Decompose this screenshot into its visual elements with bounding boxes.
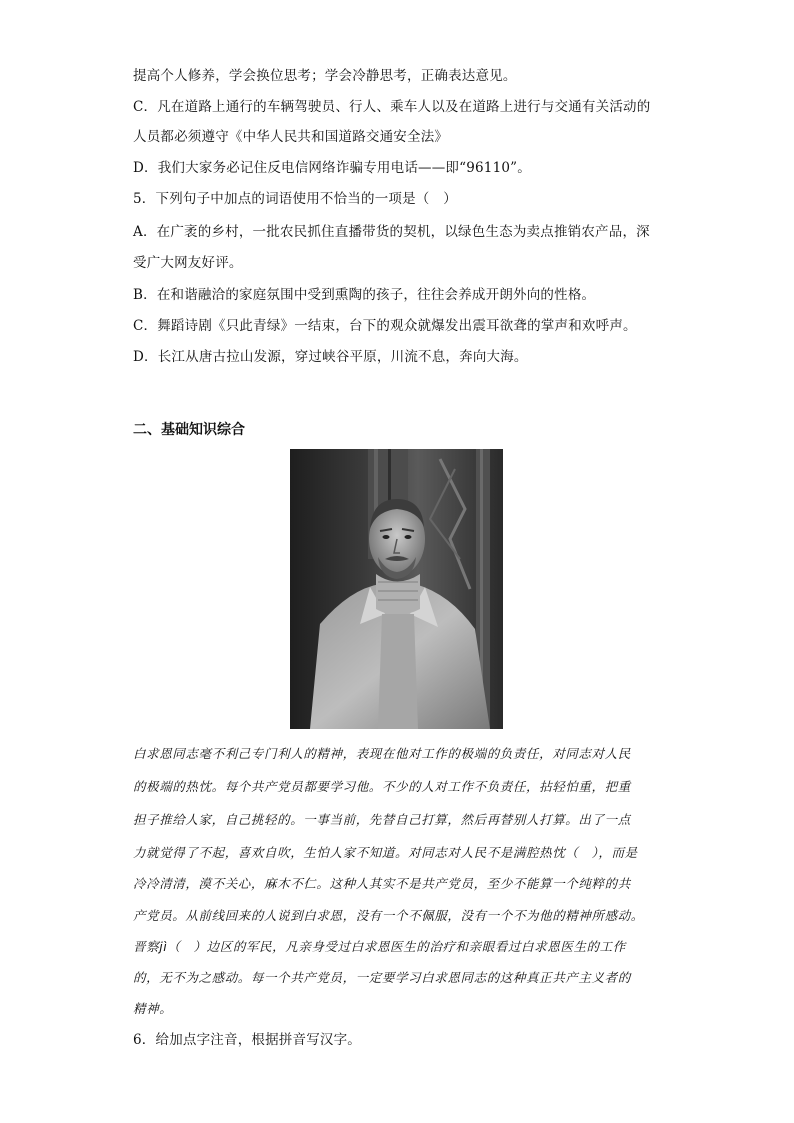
question-5: 5．下列句子中加点的词语使用不恰当的一项是（ ）	[133, 191, 457, 207]
option-a-line-1: A．在广袤的乡村，一批农民抓住直播带货的契机，以绿色生态为卖点推销农产品，深	[133, 224, 650, 240]
option-b-line: B．在和谐融洽的家庭氛围中受到熏陶的孩子，往往会养成开朗外向的性格。	[133, 287, 596, 303]
option-d-line: D．我们大家务必记住反电信网络诈骗专用电话——即“96110”。	[133, 160, 531, 176]
passage-line: 产党员。从前线回来的人说到白求恩，没有一个不佩服，没有一个不为他的精神所感动。	[133, 908, 644, 923]
passage-line: 精神。	[133, 1001, 173, 1016]
option-c-line-2: 人员都必须遵守《中华人民共和国道路交通安全法》	[133, 129, 449, 145]
portrait-illustration	[290, 449, 503, 729]
passage-line: 力就觉得了不起，喜欢自吹，生怕人家不知道。对同志对人民不是满腔热忱（ ），而是	[133, 845, 638, 860]
passage-line: 晋察jì（ ）边区的军民，凡亲身受过白求恩医生的治疗和亲眼看过白求恩医生的工作	[133, 939, 626, 954]
section-heading: 二、基础知识综合	[133, 422, 245, 438]
option-a-line-2: 受广大网友好评。	[133, 255, 243, 271]
passage-line: 担子推给人家，自己挑轻的。一事当前，先替自己打算，然后再替别人打算。出了一点	[133, 812, 631, 827]
option-c-line: C．舞蹈诗剧《只此青绿》一结束，台下的观众就爆发出震耳欲聋的掌声和欢呼声。	[133, 318, 637, 334]
option-c-line-1: C．凡在道路上通行的车辆驾驶员、行人、乘车人以及在道路上进行与交通有关活动的	[133, 99, 651, 115]
passage-line: 的极端的热忱。每个共产党员都要学习他。不少的人对工作不负责任，拈轻怕重，把重	[133, 779, 631, 794]
passage-line: 白求恩同志毫不利己专门利人的精神，表现在他对工作的极端的负责任，对同志对人民	[133, 746, 631, 761]
portrait-photo	[290, 449, 503, 729]
passage-line: 的，无不为之感动。每一个共产党员，一定要学习白求恩同志的这种真正共产主义者的	[133, 970, 631, 985]
passage-line: 冷冷清清，漠不关心，麻木不仁。这种人其实不是共产党员，至少不能算一个纯粹的共	[133, 876, 631, 891]
question-6: 6．给加点字注音，根据拼音写汉字。	[133, 1032, 361, 1048]
text-line: 提高个人修养，学会换位思考；学会冷静思考，正确表达意见。	[133, 68, 517, 84]
option-d-line-2: D．长江从唐古拉山发源，穿过峡谷平原，川流不息，奔向大海。	[133, 349, 528, 365]
